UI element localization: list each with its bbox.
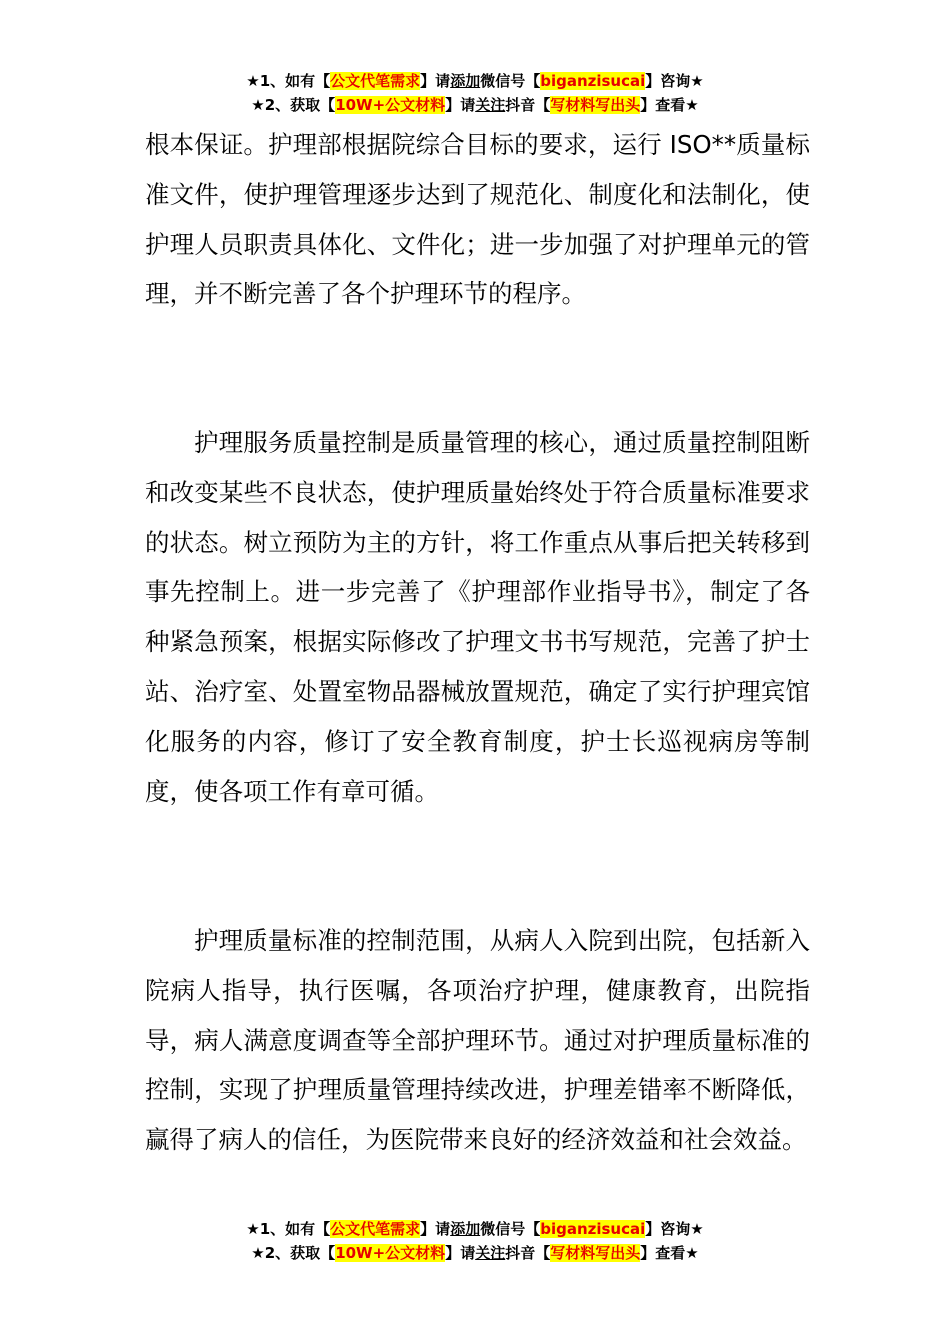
highlight-ghostwriting: 公文代笔需求 [330, 1220, 421, 1238]
banner-text: 】请 [445, 96, 476, 114]
banner-text: 】查看★ [640, 1244, 699, 1262]
highlight-douyin: 写材料写出头 [550, 96, 641, 114]
underlined-add: 添加 [450, 72, 481, 90]
paragraph-1 [145, 120, 810, 319]
paragraph-text: 护理质量标准的控制范围，从病人入院到出院，包括新入院病人指导，执行医嘱，各项治疗护理，健康教育，出院指导，病人满意度调查等全部护理环节。通过对护理质量标准的控制，实现了护理质量管理持续改进，护理差错率不断降低，赢得了病人的信任，为医院带来良好的经济效益和社会效益。 [145, 926, 810, 1155]
banner-text: ★2、获取【 [251, 1244, 336, 1262]
banner-text: 】请 [420, 1220, 451, 1238]
banner-text: 】咨询★ [645, 1220, 704, 1238]
banner-text: 抖音【 [505, 96, 551, 114]
highlight-wechat-id: biganzisucai [540, 1220, 646, 1238]
header-banner [0, 70, 950, 118]
banner-text: 】咨询★ [645, 72, 704, 90]
paragraph-text: 根本保证。护理部根据院综合目标的要求，运行 ISO**质量标准文件，使护理管理逐步达到了规范化、制度化和法制化，使护理人员职责具体化、文件化；进一步加强了对护理单元的管理，并不断完善了各个护理环节的程序。 [145, 130, 810, 309]
underlined-follow: 关注 [475, 96, 506, 114]
underlined-follow: 关注 [475, 1244, 506, 1262]
paragraph-3 [145, 916, 810, 1165]
banner-line-2 [0, 1242, 950, 1266]
banner-text: 微信号【 [480, 72, 541, 90]
banner-text: 抖音【 [505, 1244, 551, 1262]
underlined-add: 添加 [450, 1220, 481, 1238]
banner-line-2 [0, 94, 950, 118]
banner-line-1 [0, 1218, 950, 1242]
footer-banner [0, 1218, 950, 1266]
paragraph-text: 护理服务质量控制是质量管理的核心，通过质量控制阻断和改变某些不良状态，使护理质量始终处于符合质量标准要求的状态。树立预防为主的方针，将工作重点从事后把关转移到事先控制上。进一步完善了《护理部作业指导书》，制定了各种紧急预案，根据实际修改了护理文书书写规范，完善了护士站、治疗室、处置室物品器械放置规范，确定了实行护理宾馆化服务的内容，修订了安全教育制度，护士长巡视病房等制度，使各项工作有章可循。 [145, 428, 810, 806]
banner-text: 】查看★ [640, 96, 699, 114]
highlight-ghostwriting: 公文代笔需求 [330, 72, 421, 90]
paragraph-2 [145, 418, 810, 816]
banner-text: 】请 [420, 72, 451, 90]
banner-text: ★1、如有【 [246, 1220, 331, 1238]
highlight-douyin: 写材料写出头 [550, 1244, 641, 1262]
highlight-wechat-id: biganzisucai [540, 72, 646, 90]
highlight-materials: 10W+公文材料 [335, 1244, 446, 1262]
banner-text: 微信号【 [480, 1220, 541, 1238]
banner-text: ★2、获取【 [251, 96, 336, 114]
banner-text: ★1、如有【 [246, 72, 331, 90]
banner-text: 】请 [445, 1244, 476, 1262]
banner-line-1 [0, 70, 950, 94]
highlight-materials: 10W+公文材料 [335, 96, 446, 114]
